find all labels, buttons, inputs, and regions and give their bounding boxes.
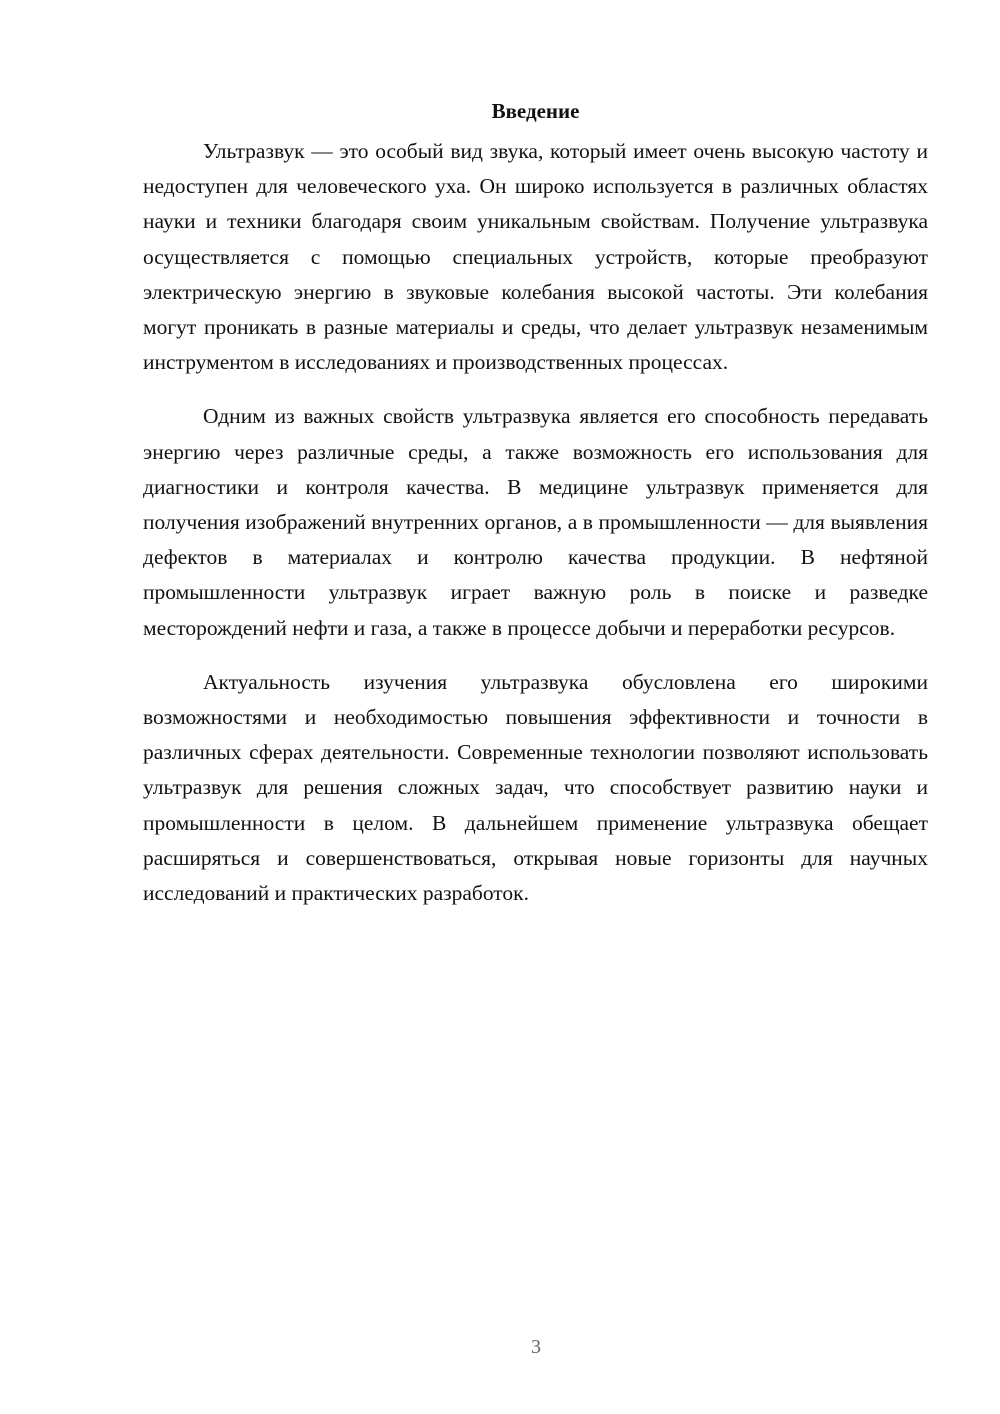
paragraph-3: Актуальность изучения ультразвука обусловлена его широкими возможностями и необходимостью повышения эффективности и точности в различных сферах деятельности. Современные технологии позволяют использовать ультразвук для решения сложных задач, что способствует развитию науки и промышленности в целом. В дальнейшем применение ультразвука обещает расширяться и совершенствоваться, открывая новые горизонты для научных исследований и практических разработок. <box>143 669 928 906</box>
paragraph-2: Одним из важных свойств ультразвука является его способность передавать энергию через различные среды, а также возможность его использования для диагностики и контроля качества. В медицине ультразвук применяется для получения изображений внутренних органов, а в промышленности — для выявления дефектов в материалах и контролю качества продукции. В нефтяной промышленности ультразвук играет важную роль в поиске и разведке месторождений нефти и газа, а также в процессе добычи и переработки ресурсов. <box>143 404 928 640</box>
section-title: Введение <box>491 99 580 123</box>
paragraph-1: Ультразвук — это особый вид звука, который имеет очень высокую частоту и недоступен для человеческого уха. Он широко используется в различных областях науки и техники благодаря своим уникальным свойствам. Получение ультразвука осуществляется с помощью специальных устройств, которые преобразуют электрическую энергию в звуковые колебания высокой частоты. Эти колебания могут проникать в разные материалы и среды, что делает ультразвук незаменимым инструментом в исследованиях и производственных процессах. <box>143 139 928 375</box>
page-number: 3 <box>531 1336 541 1358</box>
page-content <box>143 96 928 930</box>
